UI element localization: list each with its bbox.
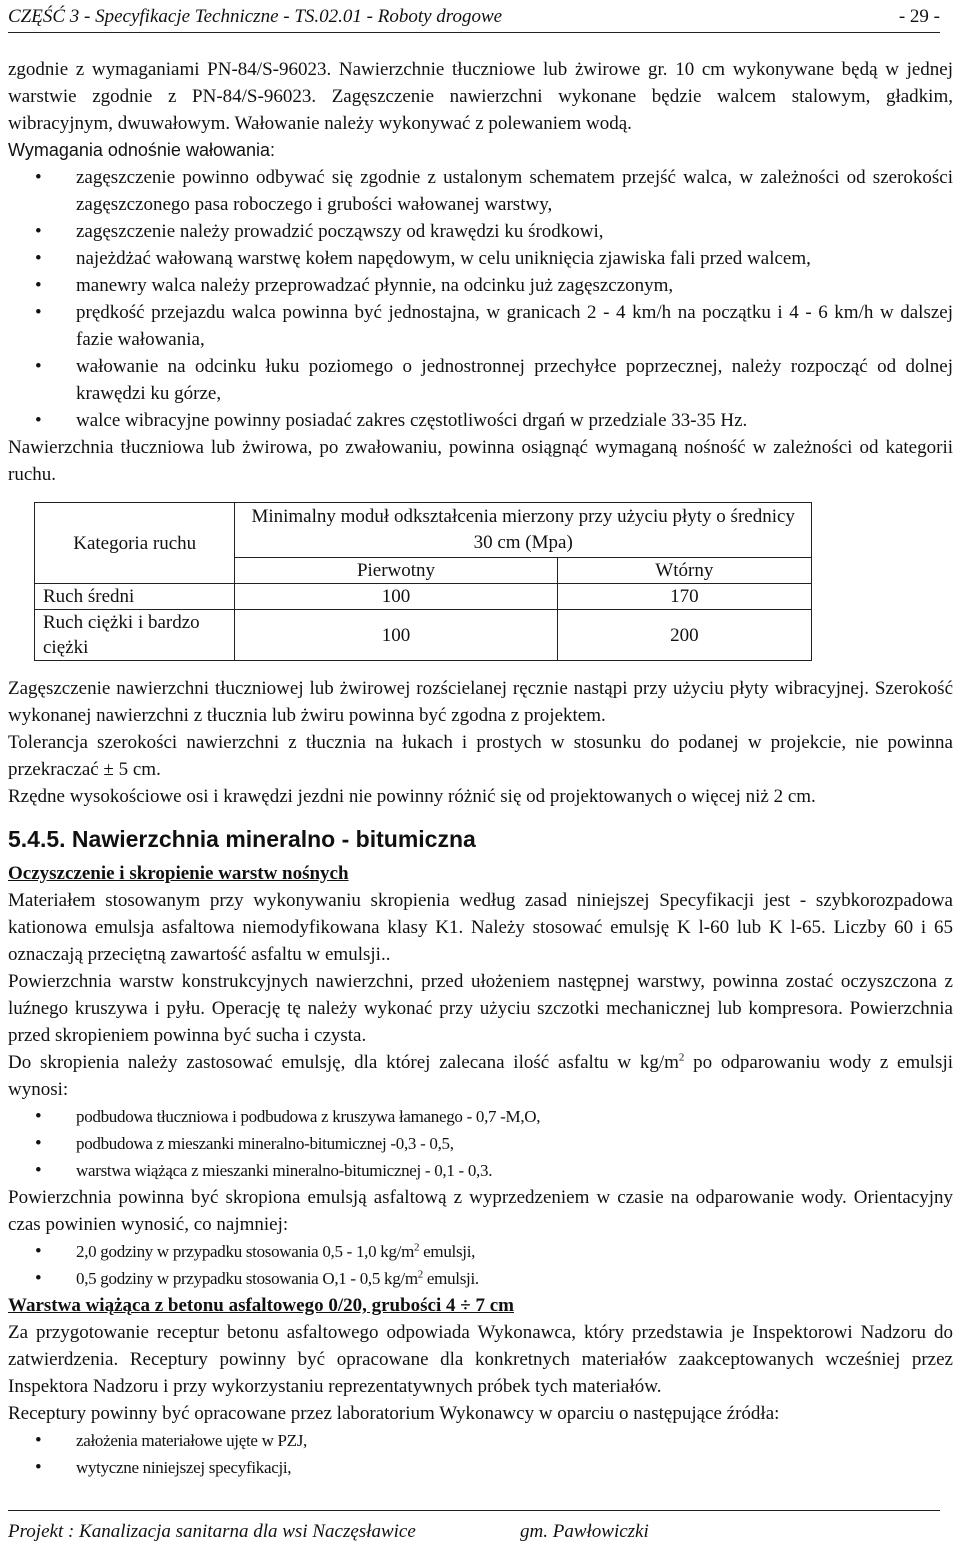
table-cell-category: Ruch ciężki i bardzo ciężki	[35, 610, 235, 661]
spray-rate-text-end: po odparowaniu wody z emulsji wynosi:	[8, 1052, 953, 1100]
sources-list	[8, 1427, 953, 1481]
table-cell-category: Ruch średni	[35, 584, 235, 610]
surface-cleaning-paragraph: Powierzchnia warstw konstrukcyjnych nawierzchni, przed ułożeniem następnej warstwy, powinna zostać oczyszczona z luźnego kruszywa i pyłu. Operację tę należy wykonać przy użyciu szczotki mechanicznej lub kompresora. Powierzchnia przed skropieniem powinna być sucha i czysta.	[8, 971, 953, 1046]
footer-municipality: gm. Pawłowiczki	[520, 1521, 649, 1542]
list-item: • zagęszczenie należy prowadzić począwszy od krawędzi ku środkowi,	[8, 218, 953, 245]
page-number: - 29 -	[898, 6, 940, 27]
superscript: 2	[417, 1268, 423, 1281]
list-item: • założenia materiałowe ujęte w PZJ,	[8, 1427, 953, 1454]
table-cell-secondary: 200	[557, 610, 811, 661]
superscript: 2	[678, 1051, 685, 1064]
list-item: • wałowanie na odcinku łuku poziomego o jednostronnej przechyłce poprzecznej, należy rozpocząć od dolnej krawędzi ku górze,	[8, 353, 953, 407]
bearing-capacity-paragraph: Nawierzchnia tłuczniowa lub żwirowa, po zwałowaniu, powinna osiągnąć wymaganą nośność w zależności od kategorii ruchu.	[8, 437, 953, 485]
table-cell-secondary: 170	[557, 584, 811, 610]
time-text: 0,5 godziny w przypadku stosowania O,1 - 0,5 kg/m	[76, 1269, 418, 1288]
evaporation-time-list	[8, 1238, 953, 1292]
emulsion-paragraph: Materiałem stosowanym przy wykonywaniu skropienia według zasad niniejszej Specyfikacji jest - szybkorozpadowa kationowa emulsja asfaltowa niemodyfikowana klasy K1. Należy stosować emulsję K l-60 lub K l-65. Liczby 60 i 65 oznaczają przeciętną zawartość asfaltu w emulsji..	[8, 890, 953, 965]
list-item	[8, 1238, 953, 1265]
list-item: • podbudowa tłuczniowa i podbudowa z kruszywa łamanego - 0,7 -M,O,	[8, 1103, 953, 1130]
evaporation-paragraph: Powierzchnia powinna być skropiona emulsją asfaltową z wyprzedzeniem w czasie na odparowanie wody. Orientacyjny czas powinien wynosić, co najmniej:	[8, 1187, 953, 1235]
footer-project: Projekt : Kanalizacja sanitarna dla wsi Naczęsławice	[8, 1521, 416, 1542]
table-header-modulus: Minimalny moduł odkształcenia mierzony przy użyciu płyty o średnicy 30 cm (Mpa)	[235, 503, 812, 558]
elevation-tolerance-paragraph: Rzędne wysokościowe osi i krawędzi jezdni nie powinny różnić się od projektowanych o więcej niż 2 cm.	[8, 786, 816, 807]
table-row	[35, 584, 812, 610]
table-cell-primary: 100	[235, 610, 557, 661]
laboratory-paragraph: Receptury powinny być opracowane przez laboratorium Wykonawcy w oparciu o następujące źródła:	[8, 1403, 780, 1424]
rolling-rules-list	[8, 164, 953, 434]
table-header-primary: Pierwotny	[235, 558, 557, 584]
modulus-table	[34, 502, 812, 661]
list-item: • wytyczne niniejszej specyfikacji,	[8, 1454, 953, 1481]
time-text-end: emulsji.	[422, 1269, 479, 1288]
list-item: • zagęszczenie powinno odbywać się zgodnie z ustalonym schematem przejść walca, w zależności od szerokości zagęszczonego pasa roboczego i grubości wałowanej warstwy,	[8, 164, 953, 218]
list-item: • manewry walca należy przeprowadzać płynnie, na odcinku już zagęszczonym,	[8, 272, 953, 299]
width-tolerance-paragraph: Tolerancja szerokości nawierzchni z tłucznia na łukach i prostych w stosunku do podanej w projekcie, nie powinna przekraczać ± 5 cm.	[8, 732, 953, 780]
spray-rate-paragraph	[8, 1049, 953, 1103]
recipe-paragraph: Za przygotowanie receptur betonu asfaltowego odpowiada Wykonawca, który przedstawia je Inspektorowi Nadzoru do zatwierdzenia. Receptury powinny być opracowane dla konkretnych materiałów zaakceptowanych wcześniej przez Inspektora Nadzoru i przy wykorzystaniu reprezentatywnych próbek tych materiałów.	[8, 1322, 953, 1397]
table-cell-primary: 100	[235, 584, 557, 610]
rolling-requirements-heading: Wymagania odnośnie wałowania:	[8, 140, 275, 160]
list-item: • prędkość przejazdu walca powinna być jednostajna, w granicach 2 - 4 km/h na początku i 4 - 6 km/h w dalszej fazie wałowania,	[8, 299, 953, 353]
table-header-secondary: Wtórny	[557, 558, 811, 584]
table-row	[35, 610, 812, 661]
page-header	[8, 4, 940, 33]
subsection-heading-cleaning: Oczyszczenie i skropienie warstw nośnych	[8, 863, 349, 884]
intro-paragraph: zgodnie z wymaganiami PN-84/S-96023. Nawierzchnie tłuczniowe lub żwirowe gr. 10 cm wykonywane będą w jednej warstwie zgodnie z PN-84/S-96023. Zagęszczenie nawierzchni wykonane będzie walcem stalowym, gładkim, wibracyjnym, dwuwałowym. Wałowanie należy wykonywać z polewaniem wodą.	[8, 59, 953, 134]
list-item: • warstwa wiążąca z mieszanki mineralno-bitumicznej - 0,1 - 0,3.	[8, 1157, 953, 1184]
list-item: • najeżdżać wałowaną warstwę kołem napędowym, w celu uniknięcia zjawiska fali przed walcem,	[8, 245, 953, 272]
spray-rate-text: Do skropienia należy zastosować emulsję, dla której zalecana ilość asfaltu w kg/m	[8, 1052, 679, 1073]
manual-compaction-paragraph: Zagęszczenie nawierzchni tłuczniowej lub żwirowej rozścielanej ręcznie nastąpi przy użyciu płyty wibracyjnej. Szerokość wykonanej nawierzchni z tłucznia lub żwiru powinna być zgodna z projektem.	[8, 678, 953, 726]
list-item: • podbudowa z mieszanki mineralno-bitumicznej -0,3 - 0,5,	[8, 1130, 953, 1157]
table-header-category: Kategoria ruchu	[35, 503, 235, 584]
list-item	[8, 1265, 953, 1292]
list-item: • walce wibracyjne powinny posiadać zakres częstotliwości drgań w przedziale 33-35 Hz.	[8, 407, 953, 434]
header-title: CZĘŚĆ 3 - Specyfikacje Techniczne - TS.02.01 - Roboty drogowe	[8, 6, 503, 27]
time-text-end: emulsji,	[419, 1242, 476, 1261]
time-text: 2,0 godziny w przypadku stosowania 0,5 - 1,0 kg/m	[76, 1242, 415, 1261]
page-footer	[8, 1510, 940, 1541]
subsection-heading-binder-course: Warstwa wiążąca z betonu asfaltowego 0/20, grubości 4 ÷ 7 cm	[8, 1295, 514, 1316]
spray-rate-list	[8, 1103, 953, 1184]
superscript: 2	[414, 1241, 420, 1254]
section-title: 5.4.5. Nawierzchnia mineralno - bitumiczna	[8, 826, 476, 852]
page-content	[8, 56, 953, 1481]
